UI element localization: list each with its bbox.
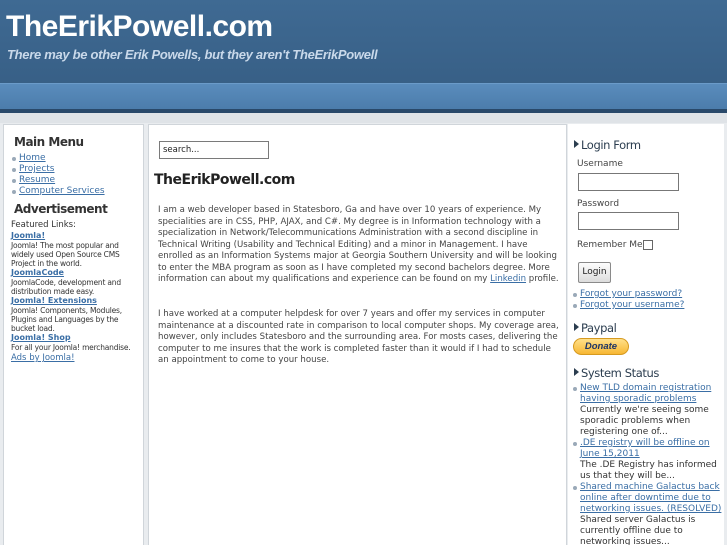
featured-desc: Joomla! The most popular and widely used Open Source CMS Project in the world. [11,241,120,268]
article-title: TheErikPowell.com [154,172,295,188]
status-desc: The .DE Registry has informed us that they will be... [580,460,717,481]
remember-me-label: Remember Me [577,240,643,250]
menu-item-computer-services[interactable]: Computer Services [12,186,105,197]
list-item [572,383,722,438]
username-field[interactable] [578,173,679,191]
login-button[interactable]: Login [578,262,611,283]
arrow-right-icon [574,323,579,331]
login-links [572,289,722,311]
forgot-password-item[interactable] [572,289,722,300]
featured-links-label: Featured Links: [11,220,76,230]
content-top-strip [0,113,727,123]
header-band [0,83,727,110]
main-content [148,124,567,545]
article-paragraph-1: I am a web developer based in Statesboro, Ga and have over 10 years of experience. My specialities are in CSS, PHP, AJAX, and C#. My degree is in Information technology with a specialization in Network/Telecommunications Administration with a second discipline in Technical Writing (Usability and Technical Editing) and a minor in Management. I have enrolled as an Information Systems major at Georgia Southern University and will be looking to enter the MBA program as soon as I have completed my second bachelors degree. More information can about my qualifications and experience can be found on my Linkedin profile. [158,205,559,284]
donate-button[interactable]: Donate [573,338,629,355]
password-label: Password [577,199,620,209]
featured-links [11,220,139,364]
menu-item-projects[interactable]: Projects [12,164,105,175]
remember-me-checkbox[interactable] [643,240,653,250]
featured-link-shop[interactable]: Joomla! Shop [11,333,71,342]
site-tagline: There may be other Erik Powells, but they aren't TheErikPowell [7,47,378,62]
status-link[interactable]: New TLD domain registration having sporadic problems [580,383,712,404]
status-link[interactable]: .DE registry will be offline on June 15,2011 [580,438,710,459]
menu-item-resume[interactable]: Resume [12,175,105,186]
featured-desc: Joomla! Components, Modules, Plugins and Languages by the bucket load. [11,306,122,333]
main-menu [12,153,105,197]
arrow-right-icon [574,368,579,376]
forgot-username-item[interactable] [572,300,722,311]
status-desc: Shared server Galactus is currently offline due to networking issues... [580,515,696,545]
forgot-username-link[interactable]: Forgot your username? [580,300,685,310]
featured-link-joomlacode[interactable]: JoomlaCode [11,268,64,277]
linkedin-link[interactable]: Linkedin [490,274,527,284]
featured-desc: For all your Joomla! merchandise. [11,343,131,352]
password-field[interactable] [578,212,679,230]
username-label: Username [577,159,623,169]
system-status-title: System Status [574,366,659,380]
main-menu-title: Main Menu [14,135,84,149]
status-desc: Currently we're seeing some sporadic problems when registering one of... [580,405,709,437]
featured-link-extensions[interactable]: Joomla! Extensions [11,296,97,305]
left-sidebar [3,124,144,545]
search-input[interactable] [159,141,269,159]
featured-desc: JoomlaCode, development and distribution made easy. [11,278,121,296]
featured-link-joomla[interactable]: Joomla! [11,231,46,240]
list-item [572,482,722,545]
system-status-list [572,383,722,545]
ads-by-joomla-link[interactable]: Ads by Joomla! [11,353,75,363]
login-form-title: Login Form [574,138,641,152]
list-item [572,438,722,482]
status-link[interactable]: Shared machine Galactus back online after downtime due to networking issues. (RESOLVED) [580,482,722,514]
menu-item-home[interactable]: Home [12,153,105,164]
forgot-password-link[interactable]: Forgot your password? [580,289,683,299]
right-sidebar [568,124,724,545]
site-title[interactable]: TheErikPowell.com [6,10,273,43]
advertisement-title: Advertisement [14,202,108,216]
article-paragraph-2: I have worked at a computer helpdesk for over 7 years and offer my services in computer maintenance at a discounted rate in comparison to local computer shops. My coverage area, however, only includes Statesboro and the surrounding area. For mosts cases, delivering the computer to me insures that the work is completed faster than it would if I had to schedule an appointment to come to your house. [158,309,559,365]
arrow-right-icon [574,140,579,148]
paypal-title: Paypal [574,321,616,335]
